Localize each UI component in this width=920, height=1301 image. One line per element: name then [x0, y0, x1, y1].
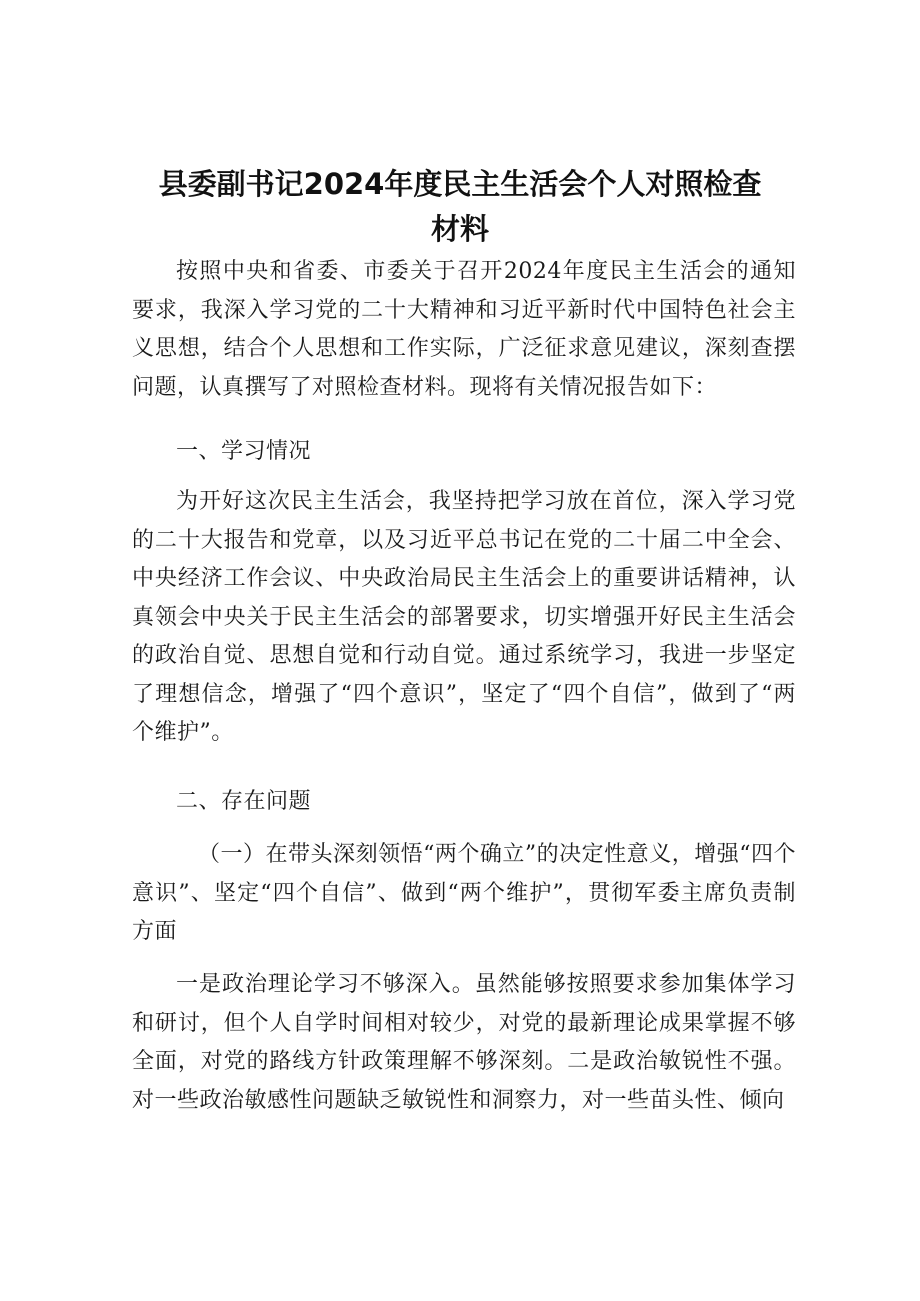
section2-heading: 二、存在问题: [176, 789, 312, 814]
section1-paragraph: 为开好这次民主生活会，我坚持把学习放在首位，深入学习党的二十大报告和党章，以及习近平总书记在党的二十届二中全会、中央经济工作会议、中央政治局民主生活会上的重要讲话精神，认真领会中央关于民主生活会的部署要求，切实增强开好民主生活会的政治自觉、思想自觉和行动自觉。通过系统学习，我进一步坚定了理想信念，增强了“四个意识”，坚定了“四个自信”，做到了“两个维护”。: [132, 489, 796, 745]
section1-heading: 一、学习情况: [176, 439, 312, 464]
section2-paragraph: 一是政治理论学习不够深入。虽然能够按照要求参加集体学习和研讨，但个人自学时间相对较少，对党的最新理论成果掌握不够全面，对党的路线方针政策理解不够深刻。二是政治敏锐性不强。对一些政治敏感性问题缺乏敏锐性和洞察力，对一些苗头性、倾向: [132, 972, 796, 1113]
document-title-line2: 材料: [430, 212, 489, 246]
section2-subheading: （一）在带头深刻领悟“两个确立”的决定性意义，增强“四个意识”、坚定“四个自信”、做到“两个维护”，贯彻军委主席负责制方面: [132, 842, 796, 944]
intro-paragraph: 按照中央和省委、市委关于召开2024年度民主生活会的通知要求，我深入学习党的二十大精神和习近平新时代中国特色社会主义思想，结合个人思想和工作实际，广泛征求意见建议，深刻查摆问题，认真撰写了对照检查材料。现将有关情况报告如下：: [132, 259, 796, 400]
document-title-line1: 县委副书记2024年度民主生活会个人对照检查: [158, 167, 762, 201]
